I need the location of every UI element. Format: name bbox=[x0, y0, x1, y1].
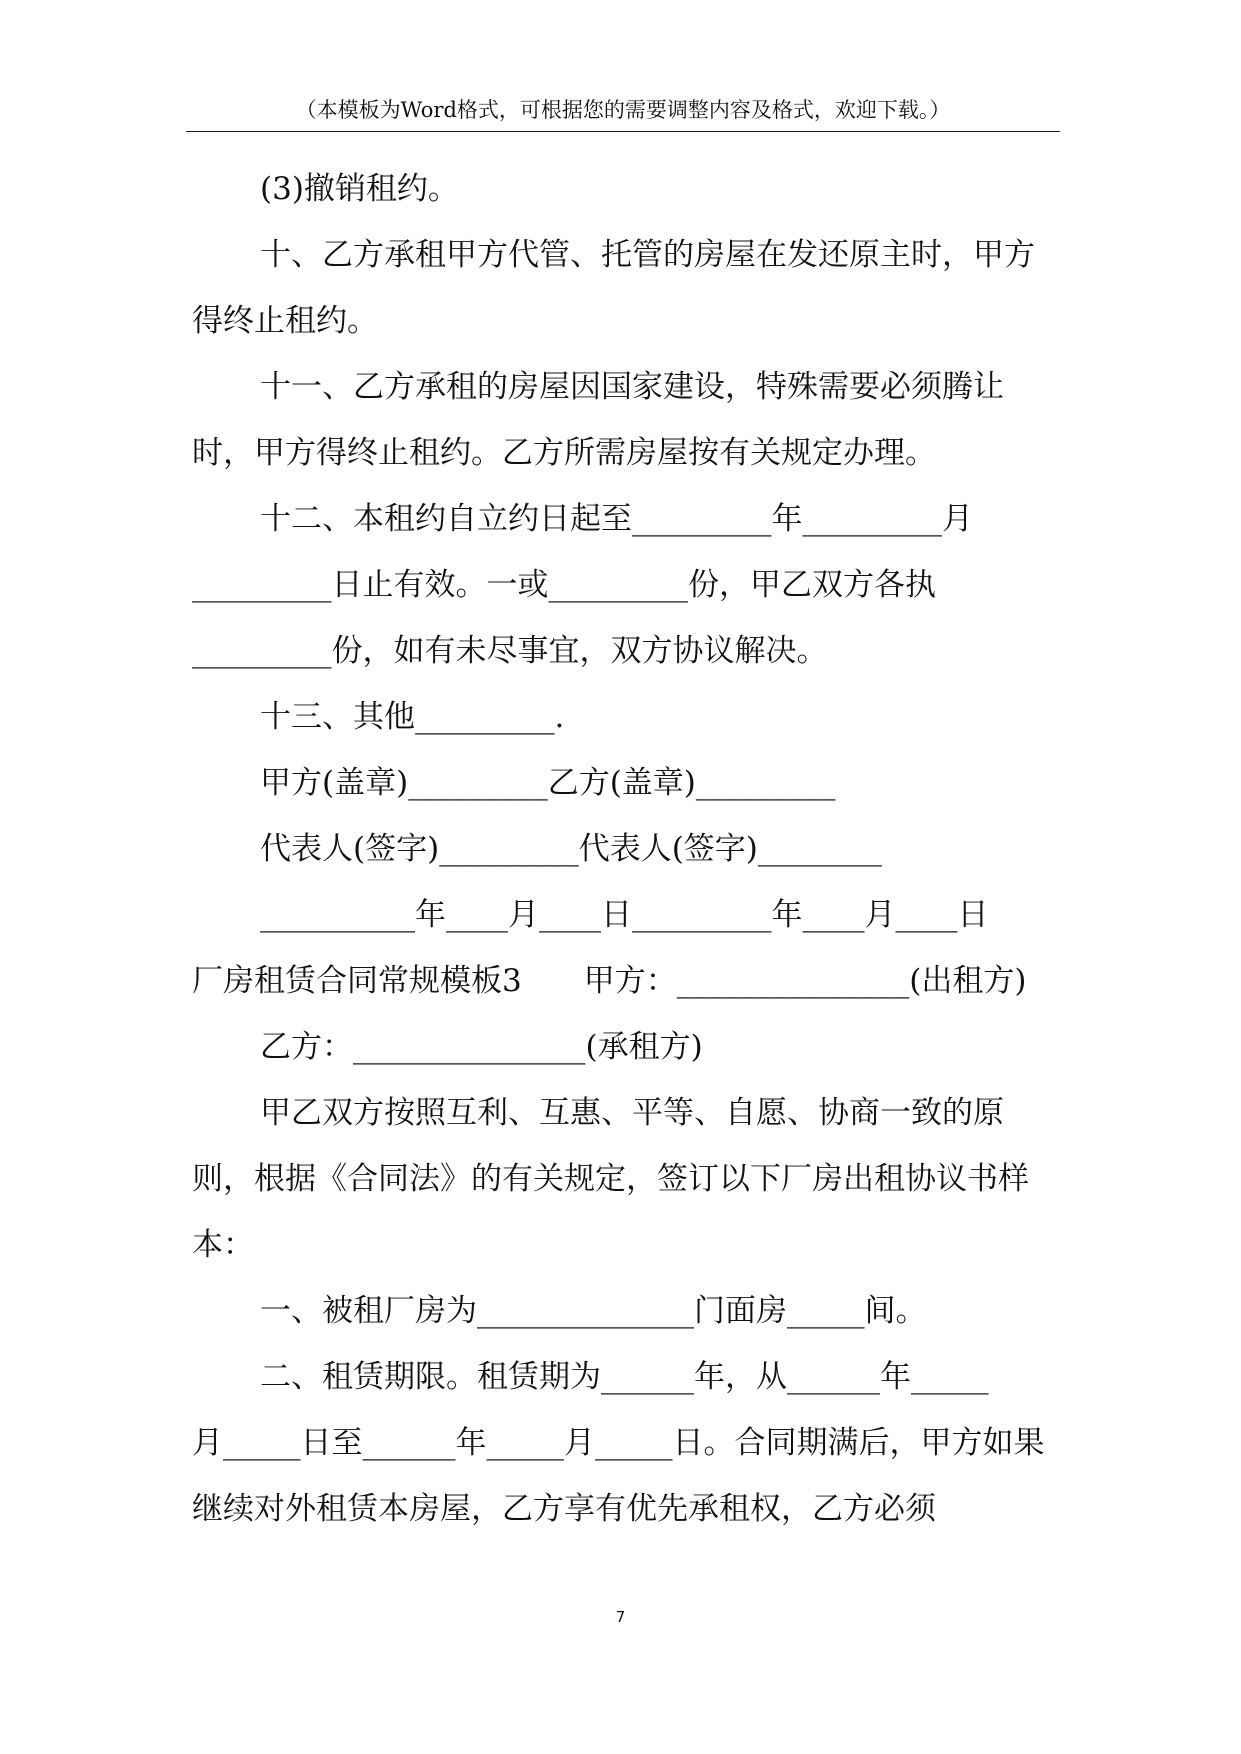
paragraph: 乙方：_______________(承租方) bbox=[260, 1029, 703, 1065]
signature-date-line: __________年____月____日_________年____月____日 bbox=[260, 897, 989, 933]
paragraph: 二、租赁期限。租赁期为______年，从______年_____ 月_____日至______年_____月_____日。合同期满后，甲方如果继续对外租赁本房屋，乙方享有优先承租权，乙方必须 bbox=[192, 1359, 1045, 1527]
page-number: 7 bbox=[615, 1608, 626, 1626]
document-body bbox=[192, 156, 1060, 1542]
paragraph: 十三、其他_________. bbox=[260, 699, 565, 735]
paragraph: 甲乙双方按照互利、互惠、平等、自愿、协商一致的原则，根据《合同法》的有关规定，签订以下厂房出租协议书样本： bbox=[192, 1095, 1029, 1263]
signature-line-representative: 代表人(签字)_________代表人(签字)________ bbox=[260, 831, 882, 867]
paragraph: 一、被租厂房为______________门面房_____间。 bbox=[260, 1293, 927, 1329]
template-title-paragraph: 厂房租赁合同常规模板3 甲方：_______________(出租方) bbox=[192, 963, 1027, 999]
signature-line-seal: 甲方(盖章)_________乙方(盖章)_________ bbox=[260, 765, 836, 801]
header-divider bbox=[186, 131, 1060, 132]
paragraph: (3)撤销租约。 bbox=[260, 171, 459, 207]
paragraph: 十一、乙方承租的房屋因国家建设，特殊需要必须腾让时，甲方得终止租约。乙方所需房屋按有关规定办理。 bbox=[192, 369, 1004, 471]
template-note-header: （本模板为Word格式，可根据您的需要调整内容及格式，欢迎下载。） bbox=[295, 98, 951, 122]
paragraph: 十、乙方承租甲方代管、托管的房屋在发还原主时，甲方得终止租约。 bbox=[192, 237, 1035, 339]
paragraph: 十二、本租约自立约日起至_________年_________月 _________日止有效。一或_________份，甲乙双方各执 _________份，如有未尽事宜，双方协议解决。 bbox=[192, 501, 973, 669]
